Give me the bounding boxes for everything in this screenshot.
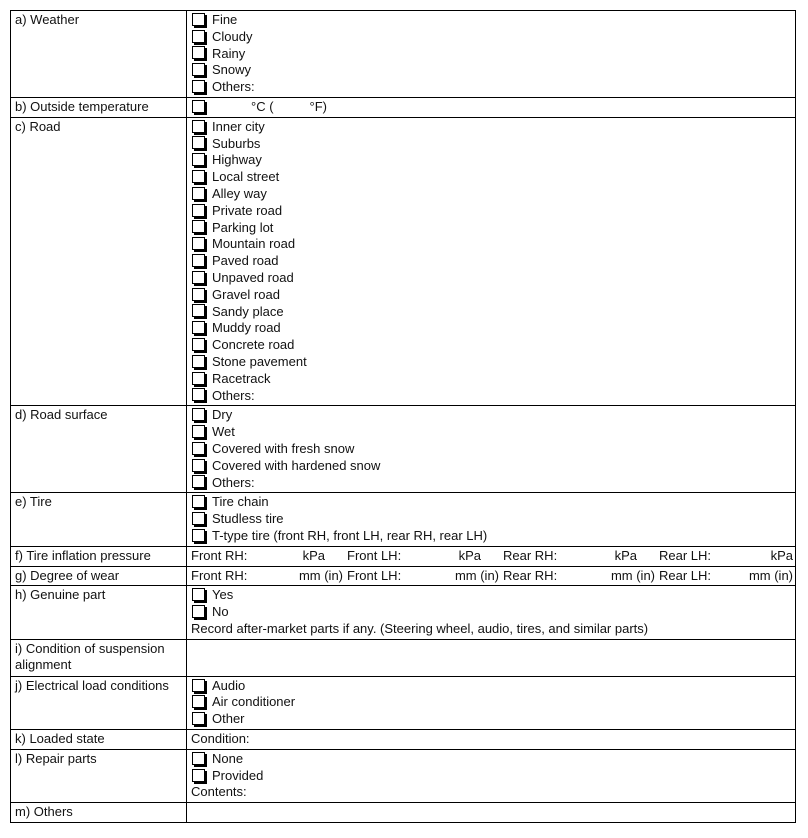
checkbox-icon[interactable]	[192, 100, 205, 113]
checkbox-option[interactable]	[191, 287, 791, 304]
option-label: Suburbs	[212, 135, 261, 151]
option-label: No	[212, 604, 229, 620]
checkbox-option[interactable]	[191, 371, 791, 388]
checkbox-icon[interactable]	[192, 46, 205, 59]
contents-field: Contents:	[191, 784, 247, 800]
checkbox-option[interactable]	[191, 337, 791, 354]
option-label: Cloudy	[212, 28, 253, 44]
option-list	[187, 406, 796, 493]
option-list	[187, 11, 796, 98]
row-label: j) Electrical load conditions	[11, 676, 187, 729]
option-label: Fine	[212, 12, 238, 27]
checkbox-option[interactable]	[191, 62, 791, 79]
checkbox-icon[interactable]	[192, 288, 205, 301]
checkbox-icon[interactable]	[192, 588, 205, 601]
checkbox-icon[interactable]	[192, 63, 205, 76]
checkbox-option[interactable]	[191, 136, 791, 153]
option-label: None	[212, 750, 244, 766]
checkbox-icon[interactable]	[192, 355, 205, 368]
option-label: Paved road	[212, 253, 279, 269]
checkbox-option[interactable]	[191, 203, 791, 220]
option-label: Air conditioner	[212, 694, 296, 710]
checkbox-option[interactable]	[191, 458, 791, 475]
row-label: i) Condition of suspension alignment	[11, 639, 187, 676]
checkbox-icon[interactable]	[192, 695, 205, 708]
option-label: Alley way	[212, 185, 267, 201]
checkbox-option[interactable]	[191, 320, 791, 337]
checkbox-option[interactable]	[191, 12, 791, 29]
checkbox-icon[interactable]	[192, 338, 205, 351]
row-label: a) Weather	[11, 11, 187, 98]
checkbox-icon[interactable]	[192, 459, 205, 472]
row-outside-temperature	[11, 97, 796, 117]
row-label: m) Others	[11, 803, 187, 823]
checkbox-icon[interactable]	[192, 204, 205, 217]
checkbox-option[interactable]	[191, 528, 791, 545]
option-label: Audio	[212, 677, 246, 693]
empty-field[interactable]	[187, 639, 796, 676]
row-tire	[11, 493, 796, 546]
checkbox-icon[interactable]	[192, 136, 205, 149]
checkbox-icon[interactable]	[192, 80, 205, 93]
option-label: Racetrack	[212, 370, 271, 386]
row-label: d) Road surface	[11, 406, 187, 493]
option-label: Unpaved road	[212, 269, 294, 285]
row-others	[11, 803, 796, 823]
checkbox-option[interactable]	[191, 79, 791, 96]
checkbox-icon[interactable]	[192, 187, 205, 200]
row-genuine-part	[11, 586, 796, 639]
checkbox-option[interactable]	[191, 694, 791, 711]
checkbox-icon[interactable]	[192, 321, 205, 334]
row-label: g) Degree of wear	[11, 566, 187, 586]
checkbox-icon[interactable]	[192, 372, 205, 385]
option-label: Snowy	[212, 62, 252, 78]
checkbox-option[interactable]	[191, 494, 791, 511]
option-label: Others:	[212, 387, 255, 403]
row-label: e) Tire	[11, 493, 187, 546]
checkbox-option[interactable]	[191, 587, 791, 604]
option-label: Covered with hardened snow	[212, 457, 381, 473]
checkbox-icon[interactable]	[192, 442, 205, 455]
checkbox-icon[interactable]	[192, 529, 205, 542]
row-loaded-state	[11, 730, 796, 750]
wear-grid	[191, 568, 791, 585]
row-suspension-alignment	[11, 639, 796, 676]
checkbox-icon[interactable]	[192, 237, 205, 250]
checkbox-option[interactable]	[191, 169, 791, 186]
rear-rh-pressure: Rear RH: kPa	[503, 547, 637, 563]
checkbox-option[interactable]	[191, 768, 791, 785]
row-label: h) Genuine part	[11, 586, 187, 639]
condition-field: Condition:	[187, 730, 796, 750]
checkbox-icon[interactable]	[192, 425, 205, 438]
checkbox-icon[interactable]	[192, 120, 205, 133]
checkbox-option[interactable]	[191, 475, 791, 492]
checkbox-option[interactable]	[191, 751, 791, 768]
option-label: Highway	[212, 152, 262, 168]
checkbox-option[interactable]	[191, 236, 791, 253]
inflation-grid	[191, 548, 791, 565]
option-label: Covered with fresh snow	[212, 440, 355, 456]
option-label: Rainy	[212, 45, 246, 61]
checkbox-icon[interactable]	[192, 475, 205, 488]
option-label: Provided	[212, 767, 264, 783]
row-label: c) Road	[11, 117, 187, 406]
row-label: f) Tire inflation pressure	[11, 546, 187, 566]
empty-field[interactable]	[187, 803, 796, 823]
vehicle-condition-form	[10, 10, 796, 823]
checkbox-option[interactable]	[191, 304, 791, 321]
checkbox-icon[interactable]	[192, 254, 205, 267]
checkbox-option[interactable]	[191, 388, 791, 405]
option-label: Others:	[212, 79, 255, 95]
checkbox-icon[interactable]	[192, 220, 205, 233]
celsius-unit: °C (	[251, 98, 274, 114]
checkbox-option[interactable]	[191, 270, 791, 287]
checkbox-icon[interactable]	[192, 408, 205, 421]
rear-lh-pressure: Rear LH: kPa	[659, 547, 793, 563]
option-label: Inner city	[212, 118, 265, 134]
row-road	[11, 117, 796, 406]
row-label: k) Loaded state	[11, 730, 187, 750]
row-label: l) Repair parts	[11, 749, 187, 802]
checkbox-icon[interactable]	[192, 495, 205, 508]
checkbox-option[interactable]	[191, 46, 791, 63]
fahrenheit-unit: °F)	[309, 98, 327, 114]
checkbox-icon[interactable]	[192, 271, 205, 284]
option-list	[191, 587, 791, 621]
option-list	[187, 117, 796, 406]
row-weather	[11, 11, 796, 98]
checkbox-icon[interactable]	[192, 153, 205, 166]
checkbox-option[interactable]	[191, 186, 791, 203]
option-label: Yes	[212, 587, 234, 603]
option-label: Stone pavement	[212, 353, 307, 369]
checkbox-option[interactable]	[191, 119, 791, 136]
checkbox-option[interactable]	[191, 29, 791, 46]
front-rh-wear: Front RH: mm (in)	[191, 567, 343, 583]
row-electrical-load	[11, 676, 796, 729]
option-label: Private road	[212, 202, 283, 218]
option-label: Local street	[212, 169, 280, 185]
checkbox-icon[interactable]	[192, 388, 205, 401]
option-label: Sandy place	[212, 303, 284, 319]
option-list	[187, 493, 796, 546]
option-list	[191, 751, 791, 785]
checkbox-option[interactable]	[191, 604, 791, 621]
checkbox-icon[interactable]	[192, 752, 205, 765]
row-label: b) Outside temperature	[11, 97, 187, 117]
option-label: Dry	[212, 407, 233, 423]
checkbox-option[interactable]	[191, 407, 791, 424]
option-label: Studless tire	[212, 511, 284, 527]
checkbox-option[interactable]	[191, 441, 791, 458]
row-degree-of-wear	[11, 566, 796, 586]
checkbox-icon[interactable]	[192, 304, 205, 317]
checkbox-icon[interactable]	[192, 13, 205, 26]
option-list	[187, 676, 796, 729]
front-lh-pressure: Front LH: kPa	[347, 547, 481, 563]
checkbox-option[interactable]	[191, 511, 791, 528]
option-label: Wet	[212, 424, 235, 440]
checkbox-icon[interactable]	[192, 170, 205, 183]
row-repair-parts	[11, 749, 796, 802]
checkbox-option[interactable]	[191, 253, 791, 270]
temperature-field	[191, 99, 791, 116]
checkbox-icon[interactable]	[192, 679, 205, 692]
option-label: Concrete road	[212, 337, 295, 353]
row-tire-inflation-pressure	[11, 546, 796, 566]
front-lh-wear: Front LH: mm (in)	[347, 567, 499, 583]
option-label: Mountain road	[212, 236, 296, 252]
checkbox-icon[interactable]	[192, 30, 205, 43]
checkbox-option[interactable]	[191, 424, 791, 441]
checkbox-option[interactable]	[191, 152, 791, 169]
option-label: T-type tire (front RH, front LH, rear RH, rear LH)	[212, 527, 488, 543]
checkbox-icon[interactable]	[192, 769, 205, 782]
front-rh-pressure: Front RH: kPa	[191, 547, 325, 563]
checkbox-icon[interactable]	[192, 712, 205, 725]
checkbox-icon[interactable]	[192, 512, 205, 525]
checkbox-option[interactable]	[191, 354, 791, 371]
rear-rh-wear: Rear RH: mm (in)	[503, 567, 655, 583]
option-label: Gravel road	[212, 286, 280, 302]
after-market-note: Record after-market parts if any. (Steering wheel, audio, tires, and similar parts)	[191, 620, 649, 636]
rear-lh-wear: Rear LH: mm (in)	[659, 567, 793, 583]
checkbox-option[interactable]	[191, 220, 791, 237]
checkbox-option[interactable]	[191, 711, 791, 728]
option-label: Parking lot	[212, 219, 274, 235]
option-label: Muddy road	[212, 320, 281, 336]
row-road-surface	[11, 406, 796, 493]
checkbox-icon[interactable]	[192, 605, 205, 618]
checkbox-option[interactable]	[191, 678, 791, 695]
option-label: Others:	[212, 474, 255, 490]
option-label: Other	[212, 711, 245, 727]
option-label: Tire chain	[212, 494, 269, 510]
